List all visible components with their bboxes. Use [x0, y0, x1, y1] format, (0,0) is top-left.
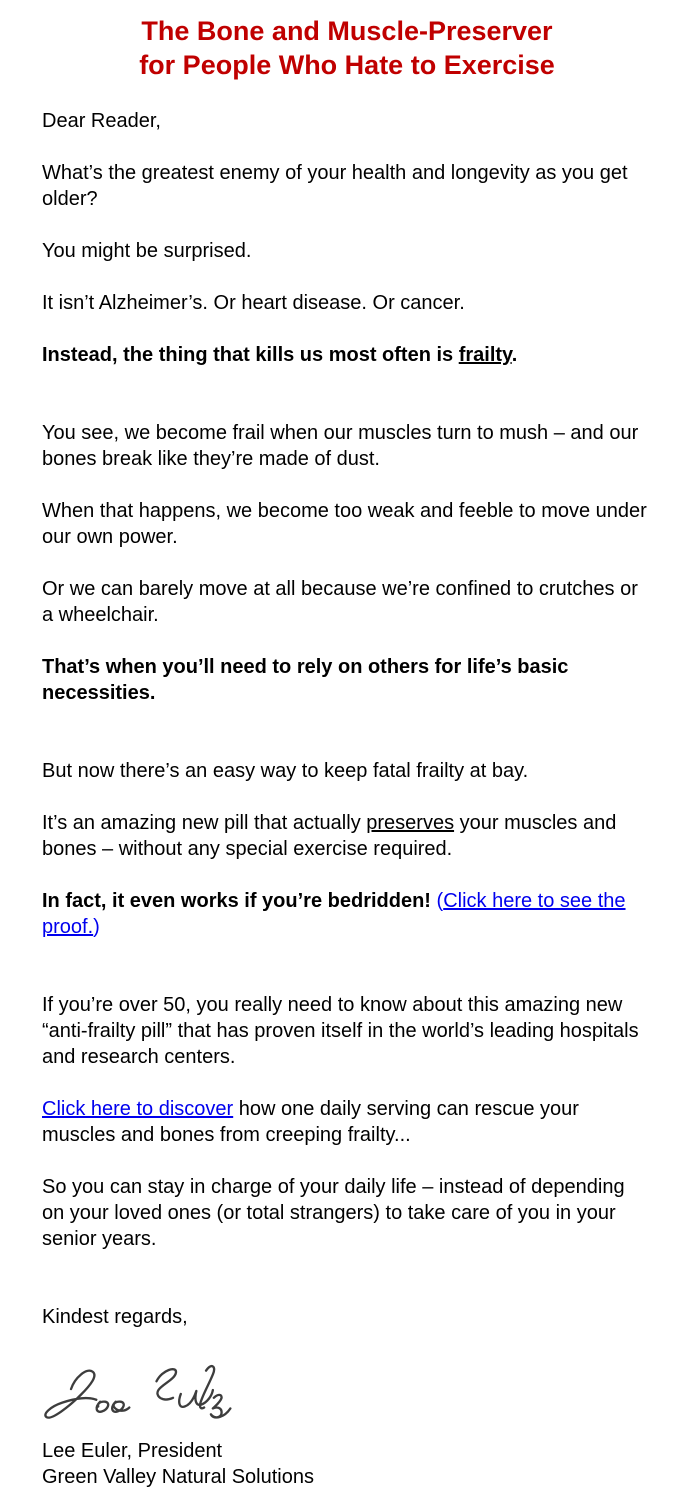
signoff	[42, 1438, 652, 1490]
paragraph-not-these: It isn’t Alzheimer’s. Or heart disease. Or cancer.	[42, 292, 465, 314]
headline	[42, 14, 652, 82]
paragraph-over-50: If you’re over 50, you really need to know about this amazing new “anti-frailty pill” that has proven itself in the world’s leading hospitals and research centers.	[42, 994, 639, 1068]
paragraph-easy-way: But now there’s an easy way to keep fatal frailty at bay.	[42, 760, 529, 782]
paragraph-rely-on-others: That’s when you’ll need to rely on others for life’s basic necessities.	[42, 656, 569, 704]
signoff-name: Lee Euler, President	[42, 1440, 223, 1462]
paragraph-frailty	[42, 342, 652, 368]
see-the-proof-link[interactable]: Click here to see the proof.	[42, 890, 626, 938]
proof-link-open-paren: (	[436, 890, 444, 912]
paragraph-crutches: Or we can barely move at all because we’re confined to crutches or a wheelchair.	[42, 578, 638, 626]
paragraph-discover	[42, 1096, 652, 1148]
bedridden-bold-text: In fact, it even works if you’re bedridden!	[42, 890, 431, 912]
headline-line-2: for People Who Hate to Exercise	[139, 50, 555, 80]
paragraph-muscles-mush: You see, we become frail when our muscles turn to mush – and our bones break like they’re made of dust.	[42, 422, 639, 470]
pill-text-after: your muscles and bones – without any special exercise required.	[42, 812, 617, 860]
proof-link-close-paren: )	[93, 916, 100, 938]
click-here-to-discover-link[interactable]: Click here to discover	[42, 1098, 234, 1120]
paragraph-amazing-pill	[42, 810, 652, 862]
signature-lee-euler-image	[38, 1356, 652, 1426]
frailty-underlined-word: frailty	[458, 344, 512, 366]
pill-underlined-word: preserves	[366, 812, 455, 834]
pill-text-before: It’s an amazing new pill that actually	[42, 812, 367, 834]
paragraph-weak-feeble: When that happens, we become too weak and feeble to move under our own power.	[42, 500, 647, 548]
closing-line: Kindest regards,	[42, 1306, 188, 1328]
paragraph-surprised: You might be surprised.	[42, 240, 252, 262]
paragraph-stay-in-charge: So you can stay in charge of your daily life – instead of depending on your loved ones (or total strangers) to take care of you in your senior years.	[42, 1176, 625, 1250]
discover-text-after: how one daily serving can rescue your muscles and bones from creeping frailty...	[42, 1098, 579, 1146]
signature-icon	[38, 1356, 242, 1426]
frailty-text-before: Instead, the thing that kills us most often is	[42, 344, 459, 366]
paragraph-bedridden	[42, 888, 652, 940]
frailty-text-after: .	[511, 344, 518, 366]
paragraph-greatest-enemy: What’s the greatest enemy of your health and longevity as you get older?	[42, 162, 628, 210]
salutation: Dear Reader,	[42, 110, 161, 132]
signoff-company: Green Valley Natural Solutions	[42, 1466, 314, 1488]
headline-line-1: The Bone and Muscle-Preserver	[141, 16, 553, 46]
